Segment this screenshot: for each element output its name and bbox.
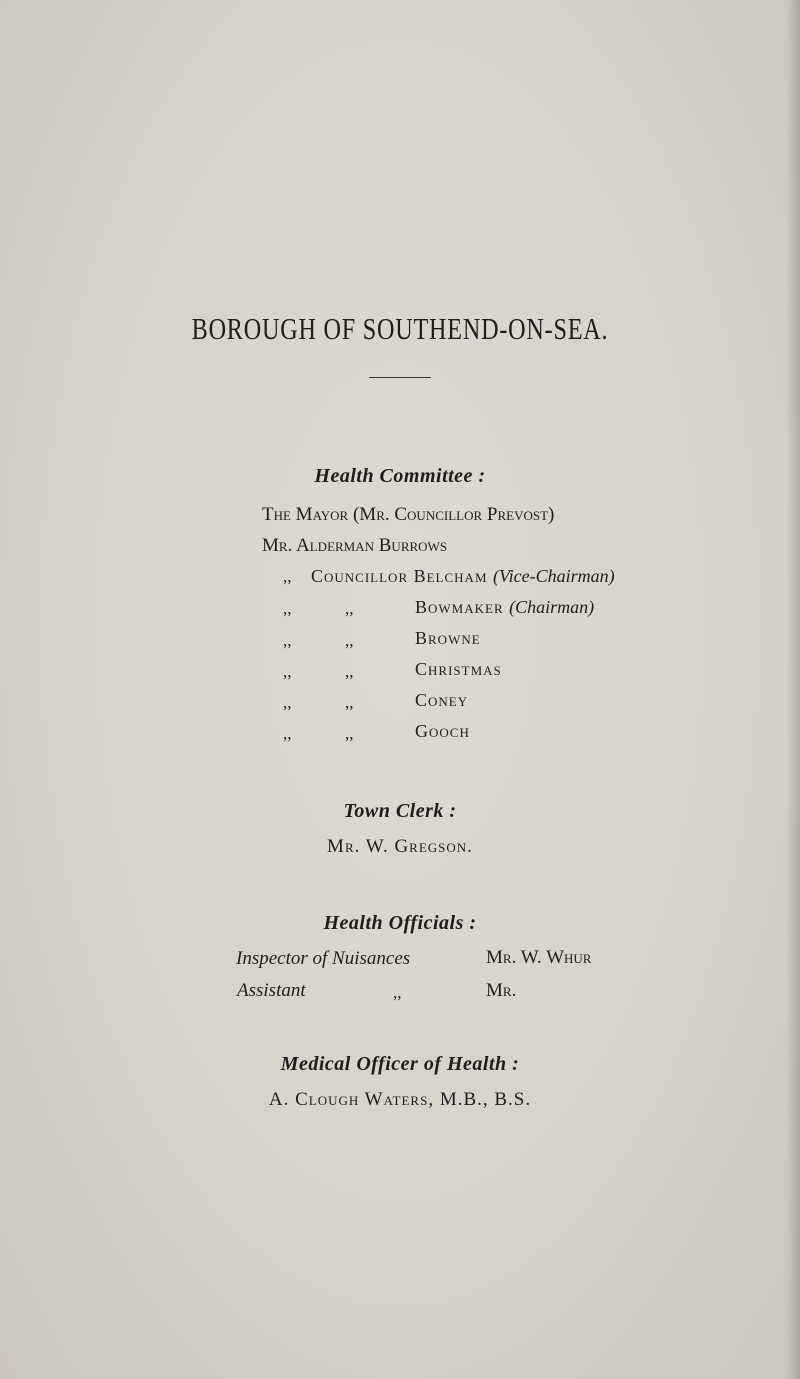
ditto-mark: ,, [283,662,292,681]
member-belcham [311,566,615,587]
ditto-mark: ,, [393,983,402,1002]
title-rule [369,377,431,378]
heading-town-clerk: Town Clerk : [343,800,457,822]
ditto-mark: ,, [283,631,292,650]
ditto-mark: ,, [345,693,354,712]
member-belcham-role: (Vice-Chairman) [493,566,615,586]
assistant-label: Assistant [237,980,306,1001]
member-gooch: Gooch [415,721,470,741]
member-christmas: Christmas [415,659,502,679]
member-belcham-name: Councillor Belcham [311,566,488,586]
document-title: BOROUGH OF SOUTHEND-ON-SEA. [191,311,609,346]
ditto-mark: ,, [345,599,354,618]
member-bowmaker [415,597,594,618]
ditto-mark: ,, [345,724,354,743]
medical-officer-name: A. Clough Waters, M.B., B.S. [268,1089,532,1110]
ditto-mark: ,, [283,599,292,618]
assistant-name: Mr. [486,980,517,1001]
ditto-mark: ,, [345,662,354,681]
inspector-name: Mr. W. Whur [486,947,592,968]
heading-health-committee: Health Committee : [314,465,486,487]
heading-health-officials: Health Officials : [323,912,477,934]
ditto-mark: ,, [283,567,292,586]
inspector-label: Inspector of Nuisances [236,948,411,969]
member-mayor: The Mayor (Mr. Councillor Prevost) [262,504,555,525]
member-coney: Coney [415,690,469,710]
member-bowmaker-name: Bowmaker [415,597,504,617]
ditto-mark: ,, [283,693,292,712]
ditto-mark: ,, [345,631,354,650]
member-bowmaker-role: (Chairman) [509,597,595,617]
heading-medical-officer: Medical Officer of Health : [280,1053,520,1075]
member-browne: Browne [415,628,481,648]
member-alderman: Mr. Alderman Burrows [262,535,448,556]
ditto-mark: ,, [283,724,292,743]
page-edge-shadow [786,0,800,1379]
town-clerk-name: Mr. W. Gregson. [327,836,473,857]
